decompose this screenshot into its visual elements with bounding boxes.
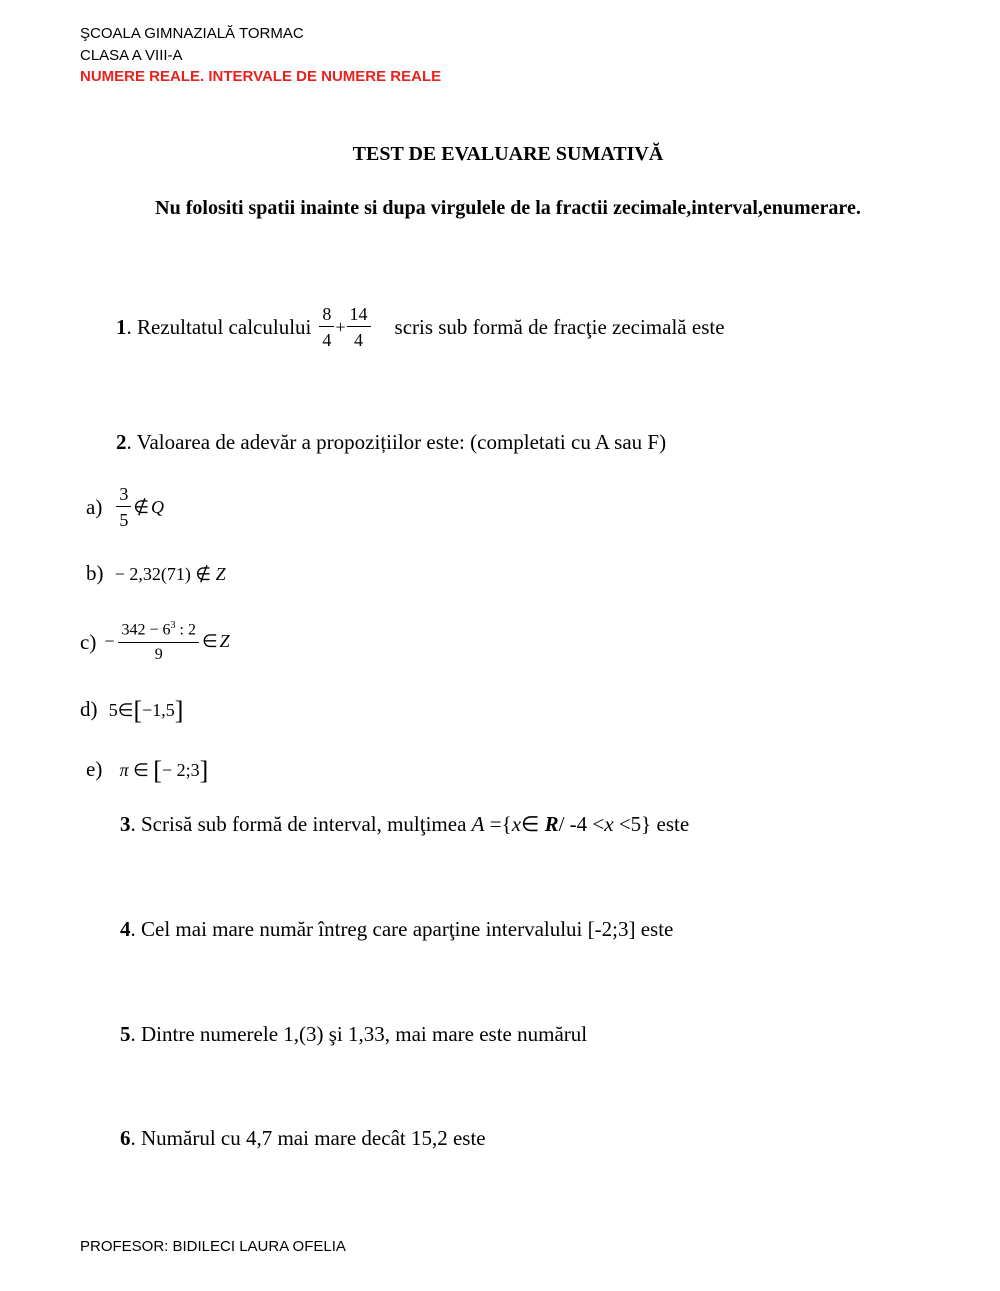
question-2-number: 2 — [116, 430, 127, 454]
item-2c — [80, 618, 230, 666]
page-title: TEST DE EVALUARE SUMATIVĂ — [352, 143, 664, 165]
question-2-text: . Valoarea de adevăr a propozițiilor este: (completati cu A sau F) — [126, 430, 667, 454]
fraction-3-5: $\frac{3}{5}$ — [116, 485, 131, 529]
question-3-number: 3 — [120, 812, 131, 836]
question-1-text: . Rezultatul calculului — [126, 314, 312, 339]
question-1-expression: $\frac{8}{4}$ + $\frac{14}{4}$ — [319, 305, 370, 349]
question-5-text: . Dintre numerele 1,(3) şi 1,33, mai mare este numărul — [130, 1022, 588, 1046]
item-2e-label: e) — [86, 757, 103, 781]
fraction-14-4: $\frac{14}{4}$ — [347, 305, 371, 349]
question-4 — [120, 917, 673, 942]
question-6-text: . Numărul cu 4,7 mai mare decât 15,2 este — [130, 1126, 486, 1150]
item-2a-label: a) — [86, 494, 103, 519]
question-6 — [120, 1126, 486, 1151]
question-3: 3. Scrisă sub formă de interval, mulţimea A ={x∈ R/ -4 <x <5} este — [120, 812, 690, 836]
teacher-name: PROFESOR: BIDILECI LAURA OFELIA — [80, 1238, 346, 1255]
item-2e — [86, 756, 208, 786]
item-2d-label: d) — [80, 697, 98, 721]
school-name: ŞCOALA GIMNAZIALĂ TORMAC — [80, 25, 304, 42]
item-2e-expression: π ∈ [− 2;3] — [119, 756, 209, 785]
item-2c-label: c) — [80, 629, 97, 654]
item-2a — [86, 484, 164, 530]
question-1-number: 1 — [116, 314, 127, 339]
fraction-342-minus-6-cubed: $\frac{342 - 6^3 : 2}{9}$ — [118, 621, 198, 662]
question-4-text: . Cel mai mare număr întreg care aparţine intervalului [-2;3] este — [130, 917, 674, 941]
item-2b — [86, 561, 226, 586]
class-name: CLASA A VIII-A — [80, 47, 183, 64]
question-5-number: 5 — [120, 1022, 131, 1046]
question-4-number: 4 — [120, 917, 131, 941]
topic-heading: NUMERE REALE. INTERVALE DE NUMERE REALE — [80, 68, 442, 85]
item-2d — [80, 696, 183, 726]
item-2b-expression: − 2,32(71) ∉ Z — [114, 564, 226, 584]
question-6-number: 6 — [120, 1126, 131, 1150]
question-2 — [116, 430, 666, 455]
instruction: Nu folositi spatii inainte si dupa virgulele de la fractii zecimale,interval,enumerare. — [155, 197, 861, 219]
item-2c-expression: − $\frac{342 - 6^3 : 2}{9}$ ∈ Z — [104, 620, 230, 663]
question-5 — [120, 1022, 587, 1047]
question-1 — [116, 302, 725, 352]
item-2a-expression: $\frac{3}{5}$ ∉ Q — [116, 485, 164, 529]
question-1-text-after: scris sub formă de fracţie zecimală este — [394, 314, 725, 339]
item-2d-expression: 5∈[−1,5] — [108, 696, 184, 725]
fraction-8-4: $\frac{8}{4}$ — [319, 305, 334, 349]
item-2b-label: b) — [86, 561, 104, 585]
